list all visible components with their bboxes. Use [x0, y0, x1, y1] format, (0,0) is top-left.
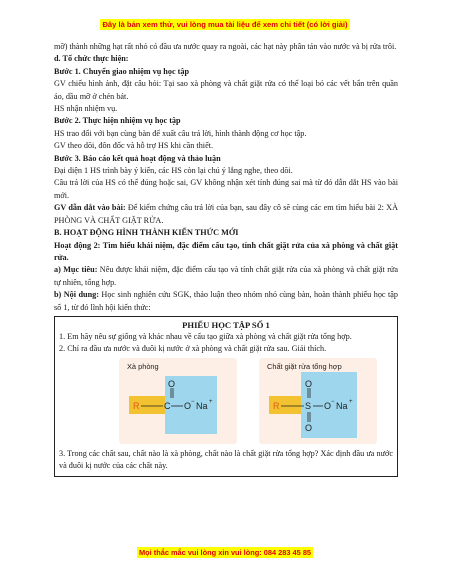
paragraph [54, 289, 398, 314]
plus-sign: + [209, 398, 213, 405]
worksheet-title: PHIẾU HỌC TẬP SỐ 1 [182, 319, 270, 330]
paragraph-bold-text: Bước 2. Thực hiện nhiệm vụ học tập [54, 116, 181, 126]
preview-banner [0, 14, 450, 32]
soap-card [119, 358, 237, 444]
minus-sign: − [331, 398, 335, 405]
soap-structure-diagram [119, 358, 237, 444]
contact-footer-text: Mọi thắc mắc vui lòng xin vui lòng: 084 283 45 85 [138, 548, 312, 557]
worksheet-question-3: 3. Trong các chất sau, chất nào là xà phòng, chất nào là chất giặt rửa tổng hợp? Xác định đầu ưa nước và đuôi kị nước của các chất này. [59, 448, 393, 471]
paragraph [54, 202, 398, 227]
paragraph-bold-text: a) Mục tiêu: [54, 265, 98, 275]
formula-figures [59, 356, 393, 448]
paragraph-text: Nêu được khái niệm, đặc điểm cấu tạo và tính chất giặt rửa của xà phòng và chất giặt rửa tự nhiên, tổng hợp. [54, 265, 398, 287]
paragraph-text: GV theo dõi, đôn đốc và hỗ trợ HS khi cần thiết. [54, 141, 214, 151]
paragraph [54, 264, 398, 289]
paragraph-bold-text: Bước 3. Báo cáo kết quả hoạt động và thảo luận [54, 153, 221, 163]
minus-sign: − [191, 398, 195, 405]
paragraph-bold-text: d. Tổ chức thực hiện: [54, 54, 129, 64]
contact-footer [0, 542, 450, 560]
paragraph-text: Để kiểm chứng câu trả lời của bạn, sau đây cô sẽ cùng các em tìm hiểu bài 2: XÀ PHÒNG VÀ CHẤT GIẶT RỬA. [54, 203, 398, 225]
sulfur-atom: S [305, 400, 312, 411]
detergent-label: Chất giặt rửa tổng hợp [267, 361, 342, 371]
paragraph [54, 177, 398, 202]
sodium-ion: Na [196, 400, 208, 411]
oxygen-ion: O [324, 400, 332, 411]
paragraph-text: Học sinh nghiên cứu SGK, thảo luận theo nhóm nhỏ cùng bàn, hoàn thành phiếu học tập số 1, từ đó lĩnh hội kiến thức: [54, 290, 399, 312]
paragraph-text: Câu trả lời của HS có thể đúng hoặc sai, GV không nhận xét tính đúng sai mà từ đó dẫn dắt HS vào bài mới. [54, 178, 398, 200]
worksheet-box [54, 316, 398, 477]
paragraph [54, 227, 398, 239]
worksheet-question-2: 2. Chỉ ra đầu ưa nước và đuôi kị nước ở xà phòng và chất giặt rửa sau. Giải thích. [59, 344, 327, 354]
soap-label: Xà phòng [127, 361, 159, 371]
detergent-card [259, 358, 377, 444]
oxygen-double-bond: O [168, 378, 176, 389]
carbon-atom: C [164, 400, 171, 411]
oxygen-ion: O [184, 400, 192, 411]
preview-banner-text: Đây là bản xem thử, vui lòng mua tài liệu để xem chi tiết (có lời giải) [102, 20, 348, 29]
paragraph-text: GV chiếu hình ảnh, đặt câu hỏi: Tại sao xà phòng và chất giặt rửa có thể loại bỏ các vết bẩn trên quần áo, dầu mỡ ở chén bát. [54, 79, 398, 101]
r-group-label: R [133, 400, 140, 411]
paragraph [54, 103, 398, 115]
document-body [54, 41, 398, 477]
paragraph [54, 115, 398, 127]
paragraph [54, 165, 398, 177]
paragraph [54, 66, 398, 78]
paragraph [54, 53, 398, 65]
paragraph-bold-text: Bước 1. Chuyển giao nhiệm vụ học tập [54, 66, 190, 76]
paragraph [54, 128, 398, 140]
paragraph-bold-text: GV dẫn dắt vào bài: [54, 203, 126, 213]
oxygen-bottom: O [305, 422, 313, 433]
paragraph-bold-text: b) Nội dung: [54, 290, 99, 300]
detergent-structure-diagram [259, 358, 377, 444]
sodium-ion: Na [336, 400, 348, 411]
paragraph [54, 140, 398, 152]
paragraph-list [54, 41, 398, 314]
paragraph-text: mỡ) thành những hạt rất nhỏ có đầu ưa nước quay ra ngoài, các hạt này phân tán vào nước và bị rửa trôi. [54, 42, 397, 51]
paragraph [54, 240, 398, 265]
paragraph-bold-text: Hoạt động 2: Tìm hiểu khái niệm, đặc điểm cấu tạo, tính chất giặt rửa của xà phòng và chất giặt rửa. [54, 240, 398, 262]
paragraph [54, 153, 398, 165]
paragraph-text: Đại diện 1 HS trình bày ý kiến, các HS còn lại chú ý lắng nghe, theo dõi. [54, 166, 293, 176]
paragraph [54, 41, 398, 53]
paragraph-text: HS nhận nhiệm vụ. [54, 104, 118, 114]
r-group-label: R [273, 400, 280, 411]
oxygen-top: O [305, 378, 313, 389]
paragraph-text: HS trao đổi với bạn cùng bàn để xuất câu trả lời, hình thành động cơ học tập. [54, 128, 307, 138]
paragraph-bold-text: B. HOẠT ĐỘNG HÌNH THÀNH KIẾN THỨC MỚI [54, 228, 239, 238]
paragraph [54, 78, 398, 103]
plus-sign: + [349, 398, 353, 405]
worksheet-question-1: 1. Em hãy nêu sự giống và khác nhau về cấu tạo giữa xà phòng và chất giặt rửa tổng hợp. [59, 331, 352, 341]
